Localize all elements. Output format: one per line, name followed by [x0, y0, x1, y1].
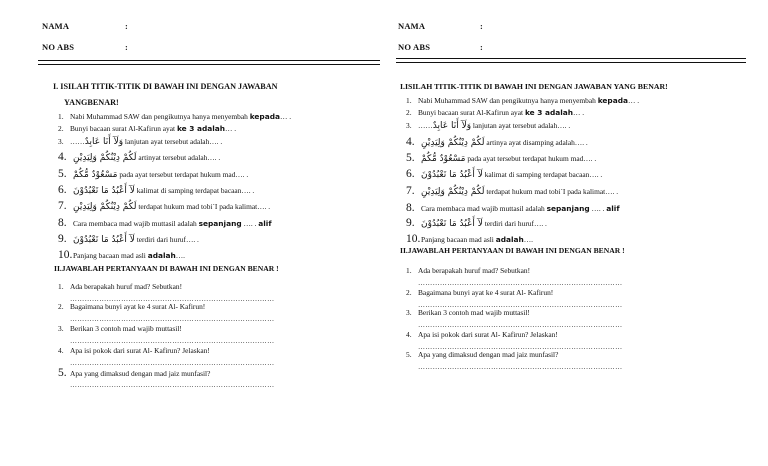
question-text: Bagaimana bunyi ayat ke 4 surat Al- Kafirun!	[70, 302, 206, 311]
question-number: 1.	[58, 282, 64, 291]
question-text: ….	[523, 235, 533, 244]
question-number: 3.	[406, 308, 412, 317]
question-text: terdiri dari huruf…. .	[482, 219, 547, 228]
question-text: Cara membaca mad wajib muttasil adalah	[421, 204, 547, 213]
question-text: ….	[175, 251, 185, 260]
arabic-text: لَكُمْ دِيْنُكُمْ وَلِيَدِيْنِ	[421, 187, 485, 197]
question-text: … .	[573, 108, 585, 117]
answer-text: kepada	[249, 112, 280, 121]
arabic-text: وَلَآ أَنَا عَابِدٌ	[432, 121, 472, 131]
question-item	[58, 124, 236, 134]
header-rule	[396, 58, 746, 59]
question-number: 4.	[406, 330, 412, 339]
question-text: … .	[627, 96, 640, 105]
arabic-text: وَلَآ أَنَا عَابِدٌ	[84, 137, 124, 147]
essay-question	[406, 330, 558, 340]
answer-line[interactable]: …………………………………………………………………………	[70, 295, 275, 303]
question-number: 4.	[406, 136, 415, 148]
noabs-colon: :	[125, 42, 128, 52]
question-number: 3.	[58, 137, 64, 146]
question-number: 4.	[58, 346, 64, 355]
question-item	[58, 152, 220, 163]
question-text: Berikan 3 contoh mad wajib muttasil!	[70, 324, 182, 333]
arabic-text: مَسْعُوْدٌ مُّكُمْ	[421, 154, 466, 164]
question-text: Apa yang dimaksud dengan mad jaiz munfasil?	[70, 369, 211, 378]
question-number: 2.	[406, 288, 412, 297]
question-text: terdapat hukum mad tobi`I pada kalimat…. .	[136, 202, 271, 211]
essay-question	[58, 346, 210, 356]
question-number: 3.	[58, 324, 64, 333]
question-number: 5.	[406, 152, 415, 164]
section1-title: I. ISILAH TITIK-TITIK DI BAWAH INI DENGAN JAWABAN	[53, 82, 278, 91]
question-number: 5.	[406, 350, 412, 359]
answer-text: adalah	[147, 251, 176, 260]
section1-title-cont: YANGBENAR!	[64, 98, 119, 107]
question-text: lanjutan ayat tersebut adalah…. .	[471, 121, 571, 130]
question-number: 2.	[58, 124, 64, 133]
section2-title: II.JAWABLAH PERTANYAAN DI BAWAH INI DENGAN BENAR !	[54, 264, 279, 273]
question-text: terdiri dari huruf…. .	[134, 235, 199, 244]
essay-question	[58, 302, 205, 312]
essay-question	[406, 266, 530, 276]
answer-text: ke 3 adalah	[176, 124, 226, 133]
question-number: 6.	[406, 168, 415, 180]
essay-question	[58, 324, 182, 334]
question-number: 1.	[406, 96, 412, 105]
answer-line[interactable]: …………………………………………………………………………	[418, 321, 623, 329]
question-text: pada ayat tersebut terdapat hukum mad…. .	[117, 170, 249, 179]
noabs-label: NO ABS	[42, 42, 75, 52]
question-text: … .	[279, 112, 292, 121]
question-text: … .	[225, 124, 237, 133]
question-text: Apa isi pokok dari surat Al- Kafirun? Jelaskan!	[418, 330, 558, 339]
answer-text: kepada	[597, 96, 628, 105]
question-item	[406, 137, 588, 148]
arabic-text: مَسْعُوْدٌ مُّكُمْ	[73, 170, 118, 180]
question-text: …. .	[589, 204, 607, 213]
header-rule	[38, 60, 380, 61]
answer-line[interactable]: …………………………………………………………………………	[418, 279, 623, 287]
question-number: 10.	[58, 249, 73, 261]
arabic-text: لَكُمْ دِيْنُكُمْ وَلِيَدِيْنِ	[73, 202, 137, 212]
arabic-text: لَآ أَعْبُدُ مَا تَعْبُدُوْنَ	[421, 170, 483, 180]
question-number: 2.	[406, 108, 412, 117]
question-item	[58, 137, 222, 147]
nama-label: NAMA	[42, 21, 70, 31]
question-item	[58, 218, 272, 229]
worksheet-right	[396, 0, 746, 466]
arabic-text: لَكُمْ دِيْنُكُمْ وَلِيَدِيْنِ	[421, 138, 485, 148]
question-item	[58, 185, 254, 196]
question-number: 9.	[58, 233, 67, 245]
question-text: Bunyi bacaan surat Al-Kafirun ayat	[70, 124, 177, 133]
question-number: 8.	[58, 217, 67, 229]
answer-text: sepanjang	[198, 219, 242, 228]
question-number: 2.	[58, 302, 64, 311]
essay-question	[58, 282, 182, 292]
answer-line[interactable]: …………………………………………………………………………	[418, 301, 623, 309]
section1-title: I.ISILAH TITIK-TITIK DI BAWAH INI DENGAN JAWABAN YANG BENAR!	[400, 82, 668, 91]
question-number: 9.	[406, 217, 415, 229]
nama-label: NAMA	[398, 21, 426, 31]
question-number: 8.	[406, 202, 415, 214]
question-item	[406, 203, 620, 214]
question-number: 6.	[58, 184, 67, 196]
question-text: artinyat tersebut adalah…. .	[136, 153, 221, 162]
answer-text: sepanjang	[546, 204, 590, 213]
question-item	[406, 121, 570, 131]
question-text: kalimat di samping terdapat bacaan…. .	[482, 170, 603, 179]
section2-title: II.JAWABLAH PERTANYAAN DI BAWAH INI DENGAN BENAR !	[400, 246, 625, 255]
question-text: Apa yang dimaksud dengan mad jaiz munfasil?	[418, 350, 559, 359]
question-number: 1.	[58, 112, 64, 121]
question-number: 7.	[406, 185, 415, 197]
nama-colon: :	[125, 21, 128, 31]
question-text: Ada berapakah huruf mad? Sebutkan!	[70, 282, 183, 291]
arabic-text: لَكُمْ دِيْنُكُمْ وَلِيَدِيْنِ	[73, 153, 137, 163]
question-text: artinya ayat disamping adalah…. .	[484, 138, 588, 147]
answer-line[interactable]: …………………………………………………………………………	[418, 343, 623, 351]
question-text: Berikan 3 contoh mad wajib muttasil!	[418, 308, 530, 317]
question-number: 4.	[58, 151, 67, 163]
answer-line[interactable]: …………………………………………………………………………	[70, 381, 275, 389]
nama-colon: :	[480, 21, 483, 31]
question-text: ……	[418, 121, 433, 130]
arabic-text: لَآ أَعْبُدُ مَا تَعْبُدُوْنَ	[73, 235, 135, 245]
question-text: Panjang bacaan mad asli	[421, 235, 496, 244]
question-text: pada ayat tersebut terdapat hukum mad…. .	[465, 154, 597, 163]
question-item	[406, 96, 639, 106]
question-text: …. .	[241, 219, 259, 228]
question-text: Nabi Muhammad SAW dan pengikutnya hanya menyembah	[70, 112, 250, 121]
answer-text: alif	[606, 204, 620, 213]
arabic-text: لَآ أَعْبُدُ مَا تَعْبُدُوْنَ	[73, 186, 135, 196]
question-item	[406, 218, 547, 229]
answer-line[interactable]: …………………………………………………………………………	[418, 363, 623, 371]
question-item	[406, 108, 584, 118]
answer-line[interactable]: …………………………………………………………………………	[70, 359, 275, 367]
question-text: Cara membaca mad wajib muttasil adalah	[73, 219, 199, 228]
question-text: Bagaimana bunyi ayat ke 4 surat Al- Kafirun!	[418, 288, 554, 297]
question-number: 10.	[406, 233, 421, 245]
question-number: 7.	[58, 200, 67, 212]
question-number: 3.	[406, 121, 412, 130]
question-item	[58, 201, 270, 212]
essay-question	[406, 350, 558, 360]
essay-question	[406, 288, 553, 298]
arabic-text: لَآ أَعْبُدُ مَا تَعْبُدُوْنَ	[421, 219, 483, 229]
question-text: kalimat di samping terdapat bacaan…. .	[134, 186, 255, 195]
question-text: Panjang bacaan mad asli	[73, 251, 148, 260]
answer-line[interactable]: …………………………………………………………………………	[70, 337, 275, 345]
question-item	[406, 153, 596, 164]
question-text: terdapat hukum mad tobi`I pada kalimat…. .	[484, 187, 619, 196]
answer-text: alif	[258, 219, 272, 228]
question-text: Ada berapakah huruf mad? Sebutkan!	[418, 266, 531, 275]
question-text: Bunyi bacaan surat Al-Kafirun ayat	[418, 108, 525, 117]
question-item	[406, 169, 602, 180]
worksheet-left	[38, 0, 380, 466]
question-text: lanjutan ayat tersebut adalah…. .	[123, 137, 223, 146]
essay-question	[58, 368, 210, 379]
noabs-label: NO ABS	[398, 42, 431, 52]
question-text: ……	[70, 137, 85, 146]
answer-line[interactable]: …………………………………………………………………………	[70, 315, 275, 323]
question-item	[58, 250, 185, 261]
question-item	[58, 112, 291, 122]
essay-question	[406, 308, 530, 318]
question-number: 5.	[58, 367, 67, 379]
question-item	[58, 234, 199, 245]
answer-text: adalah	[495, 235, 524, 244]
answer-text: ke 3 adalah	[524, 108, 574, 117]
question-text: Nabi Muhammad SAW dan pengikutnya hanya menyembah	[418, 96, 598, 105]
question-number: 5.	[58, 168, 67, 180]
header-rule-thin	[396, 62, 746, 63]
question-text: Apa isi pokok dari surat Al- Kafirun? Jelaskan!	[70, 346, 210, 355]
header-rule-thin	[38, 64, 380, 65]
question-item	[58, 169, 248, 180]
question-item	[406, 186, 618, 197]
noabs-colon: :	[480, 42, 483, 52]
question-number: 1.	[406, 266, 412, 275]
